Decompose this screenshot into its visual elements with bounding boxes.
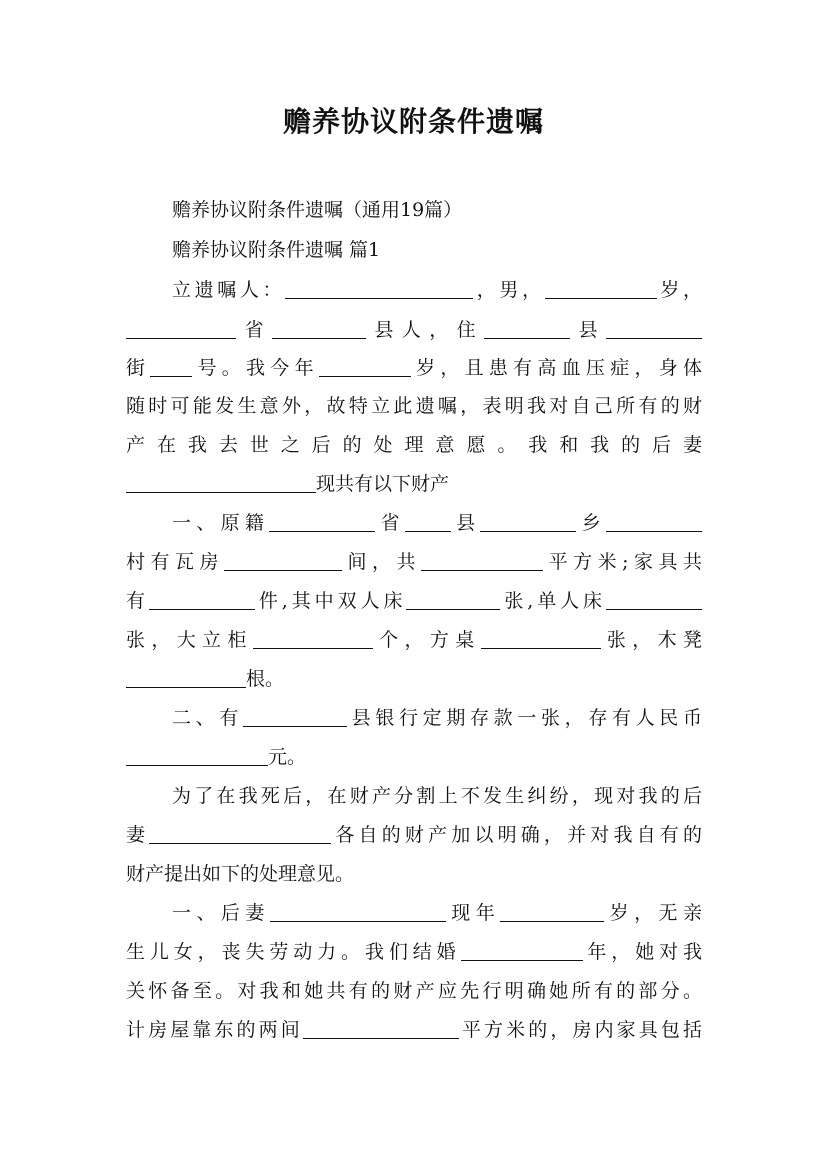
text: 张，大立柜 <box>126 629 253 651</box>
fill-blank <box>253 630 373 649</box>
text-line <box>126 394 702 418</box>
text: 县人，住 <box>365 319 485 341</box>
text-line <box>126 433 702 457</box>
fill-blank <box>606 591 702 610</box>
text: 张,单人床 <box>500 590 606 612</box>
text-line <box>126 979 702 1003</box>
text: 间，共 <box>342 551 422 573</box>
text: 有 <box>126 590 149 612</box>
text: 计房屋靠东的两间 <box>126 1019 303 1041</box>
text: 村有瓦房 <box>126 551 225 573</box>
text: 乡 <box>576 512 606 534</box>
fill-blank <box>406 591 500 610</box>
text: 张，木凳 <box>600 629 702 651</box>
text: 现共有以下财产 <box>316 473 450 495</box>
fill-blank <box>606 320 702 339</box>
text: 年，她对我 <box>582 941 702 963</box>
fill-blank <box>149 825 331 844</box>
section-heading <box>172 238 702 262</box>
text-line <box>126 628 702 652</box>
text: 现年 <box>445 902 501 924</box>
text: 个，方桌 <box>372 629 481 651</box>
text-line <box>126 823 702 847</box>
text-line <box>126 745 702 769</box>
fill-blank <box>500 903 604 922</box>
fill-blank <box>480 513 576 532</box>
text: 二、有 <box>172 707 243 729</box>
fill-blank <box>484 320 570 339</box>
text: 关怀备至。对我和她共有的财产应先行明确她所有的部分。 <box>126 980 702 1002</box>
text: 根。 <box>246 668 285 690</box>
text: 为了在我死后，在财产分割上不发生纠纷，现对我的后 <box>172 785 702 807</box>
fill-blank <box>126 474 316 493</box>
text-line <box>126 940 702 964</box>
fill-blank <box>319 358 411 377</box>
text: 产在我去世之后的处理意愿。我和我的后妻 <box>126 434 702 456</box>
text-line <box>172 901 702 925</box>
text-line <box>172 511 702 535</box>
fill-blank <box>303 1020 459 1039</box>
text: 一、后妻 <box>172 902 270 924</box>
text: 赡养协议附条件遗嘱（通用19篇） <box>172 199 463 221</box>
text: 号。我今年 <box>192 357 319 379</box>
text-line <box>126 1018 702 1042</box>
text-line <box>126 667 702 691</box>
text: 财产提出如下的处理意见。 <box>126 863 355 885</box>
text: 随时可能发生意外，故特立此遗嘱，表明我对自己所有的财 <box>126 395 702 417</box>
text: 平方米的，房内家具包括 <box>458 1019 702 1041</box>
text: 岁，且患有高血压症，身体 <box>410 357 702 379</box>
text-line <box>172 784 702 808</box>
subtitle <box>172 198 702 222</box>
fill-blank <box>269 513 375 532</box>
text: 平方米;家具共 <box>543 551 702 573</box>
document-title: 赡养协议附条件遗嘱 <box>282 105 544 138</box>
text-line <box>126 862 702 886</box>
text-line <box>126 472 702 496</box>
text-line <box>126 589 702 613</box>
fill-blank <box>150 358 192 377</box>
fill-blank <box>126 747 268 766</box>
text: 县 <box>570 319 606 341</box>
text: 生儿女，丧失劳动力。我们结婚 <box>126 941 461 963</box>
text: 省 <box>375 512 405 534</box>
fill-blank <box>272 320 366 339</box>
text: 岁， <box>656 279 702 301</box>
text: 件,其中双人床 <box>254 590 407 612</box>
fill-blank <box>224 552 342 571</box>
text: ，男， <box>473 279 545 301</box>
text: 县银行定期存款一张，存有人民币 <box>347 707 702 729</box>
text-line <box>126 550 702 574</box>
fill-blank <box>126 320 236 339</box>
fill-blank <box>461 942 583 961</box>
text-line <box>126 356 702 380</box>
fill-blank <box>421 552 543 571</box>
text: 各自的财产加以明确，并对我自有的 <box>331 824 702 846</box>
text: 元。 <box>268 746 307 768</box>
text: 赡养协议附条件遗嘱 篇1 <box>172 239 381 261</box>
text-line <box>126 318 702 342</box>
fill-blank <box>606 513 702 532</box>
text-line <box>172 278 702 302</box>
fill-blank <box>270 903 446 922</box>
fill-blank <box>149 591 255 610</box>
fill-blank <box>243 708 347 727</box>
fill-blank <box>545 280 657 299</box>
fill-blank <box>405 513 451 532</box>
text: 立遗嘱人： <box>172 279 286 301</box>
text: 县 <box>450 512 481 534</box>
text: 街 <box>126 357 151 379</box>
fill-blank <box>481 630 601 649</box>
text: 岁，无亲 <box>604 902 702 924</box>
text-line <box>172 706 702 730</box>
fill-blank <box>285 280 473 299</box>
fill-blank <box>126 669 246 688</box>
text: 省 <box>236 319 272 341</box>
text: 妻 <box>126 824 150 846</box>
text: 一、原籍 <box>172 512 270 534</box>
